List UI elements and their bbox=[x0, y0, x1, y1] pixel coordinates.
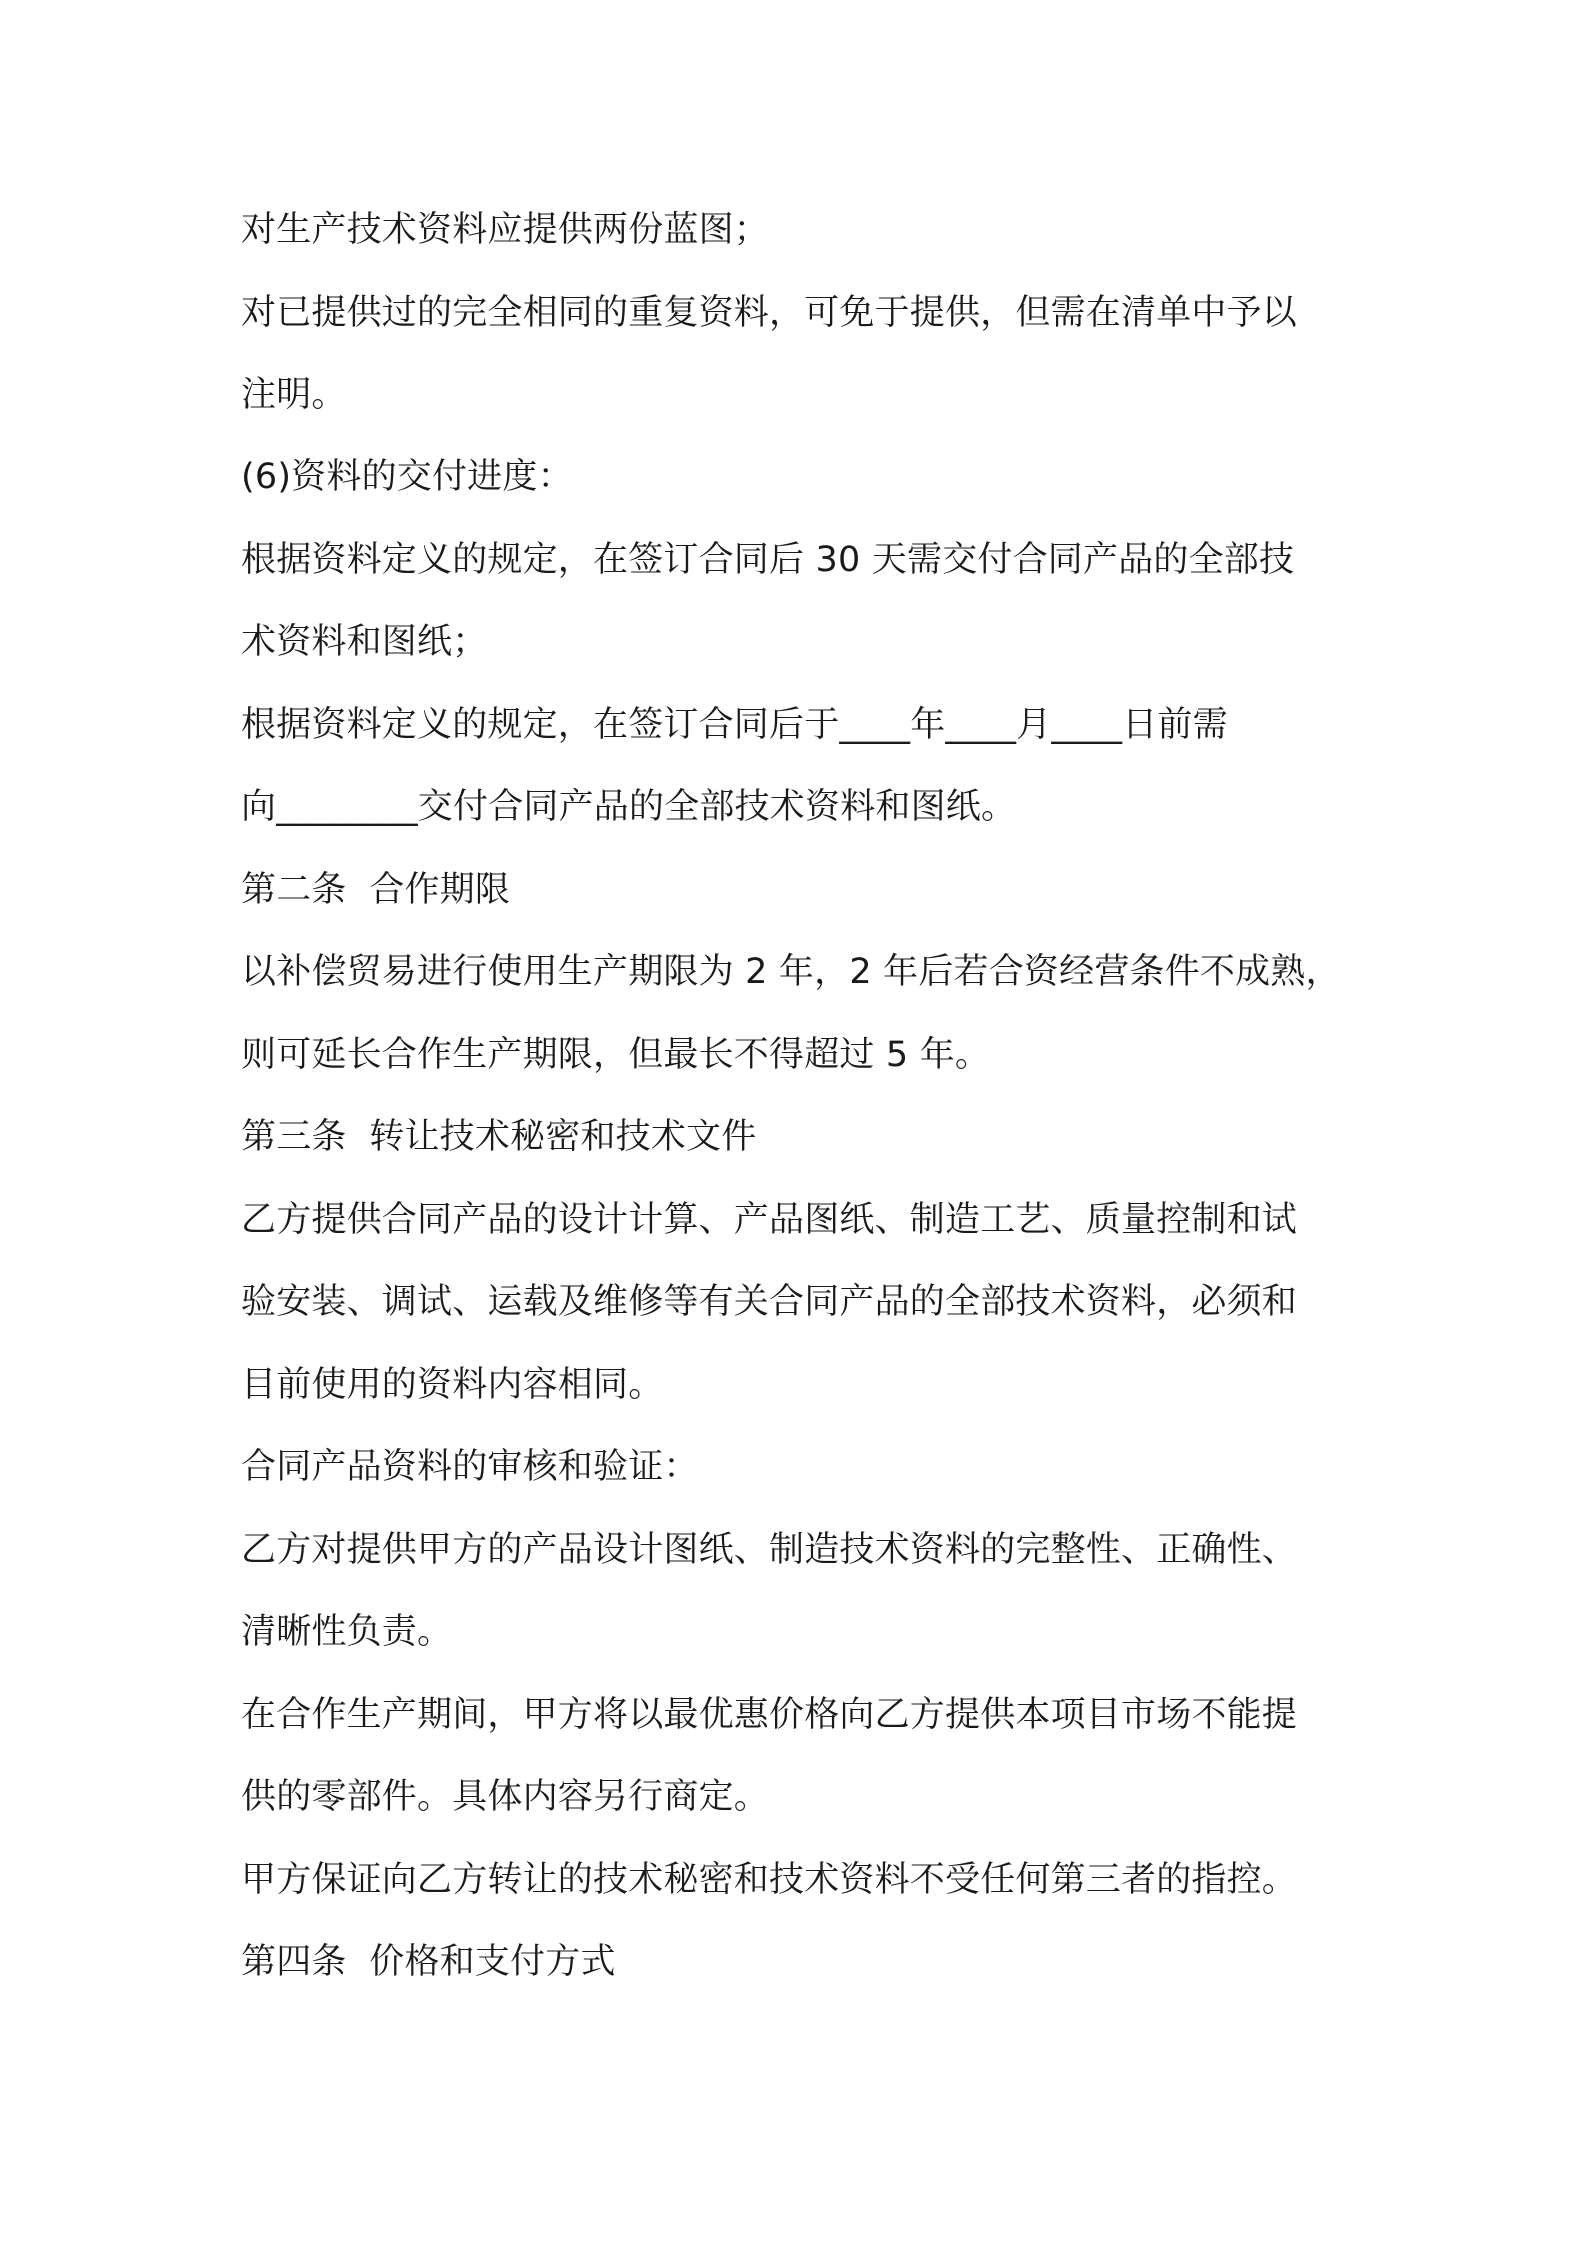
text-line: 则可延长合作生产期限，但最长不得超过 5 年。 bbox=[241, 1035, 991, 1075]
text-line: 乙方对提供甲方的产品设计图纸、制造技术资料的完整性、正确性、 bbox=[241, 1530, 1298, 1570]
text-line: 目前使用的资料内容相同。 bbox=[241, 1365, 664, 1405]
section-heading: 第四条 价格和支付方式 bbox=[241, 1942, 616, 1982]
section-heading: 第二条 合作期限 bbox=[241, 870, 511, 910]
text-line: 对生产技术资料应提供两份蓝图； bbox=[241, 210, 770, 250]
text-line: 术资料和图纸； bbox=[241, 622, 488, 662]
text-line: 对已提供过的完全相同的重复资料，可免于提供，但需在清单中予以 bbox=[241, 293, 1298, 333]
text-line: 甲方保证向乙方转让的技术秘密和技术资料不受任何第三者的指控。 bbox=[241, 1860, 1298, 1900]
text-line: 乙方提供合同产品的设计计算、产品图纸、制造工艺、质量控制和试 bbox=[241, 1200, 1298, 1240]
text-line: 根据资料定义的规定，在签订合同后 30 天需交付合同产品的全部技 bbox=[241, 540, 1295, 580]
text-line: 注明。 bbox=[241, 375, 347, 415]
section-heading: 第三条 转让技术秘密和技术文件 bbox=[241, 1117, 757, 1157]
text-line: 验安装、调试、运载及维修等有关合同产品的全部技术资料，必须和 bbox=[241, 1282, 1298, 1322]
text-line: 供的零部件。具体内容另行商定。 bbox=[241, 1777, 770, 1817]
text-line: (6)资料的交付进度： bbox=[241, 457, 573, 497]
text-line: 根据资料定义的规定，在签订合同后于____年____月____日前需 bbox=[241, 705, 1228, 745]
text-line: 清晰性负责。 bbox=[241, 1612, 453, 1652]
text-line: 向________交付合同产品的全部技术资料和图纸。 bbox=[241, 787, 1017, 827]
text-line: 合同产品资料的审核和验证： bbox=[241, 1447, 699, 1487]
text-line: 以补偿贸易进行使用生产期限为 2 年，2 年后若合资经营条件不成熟， bbox=[241, 952, 1341, 992]
text-line: 在合作生产期间，甲方将以最优惠价格向乙方提供本项目市场不能提 bbox=[241, 1695, 1298, 1735]
